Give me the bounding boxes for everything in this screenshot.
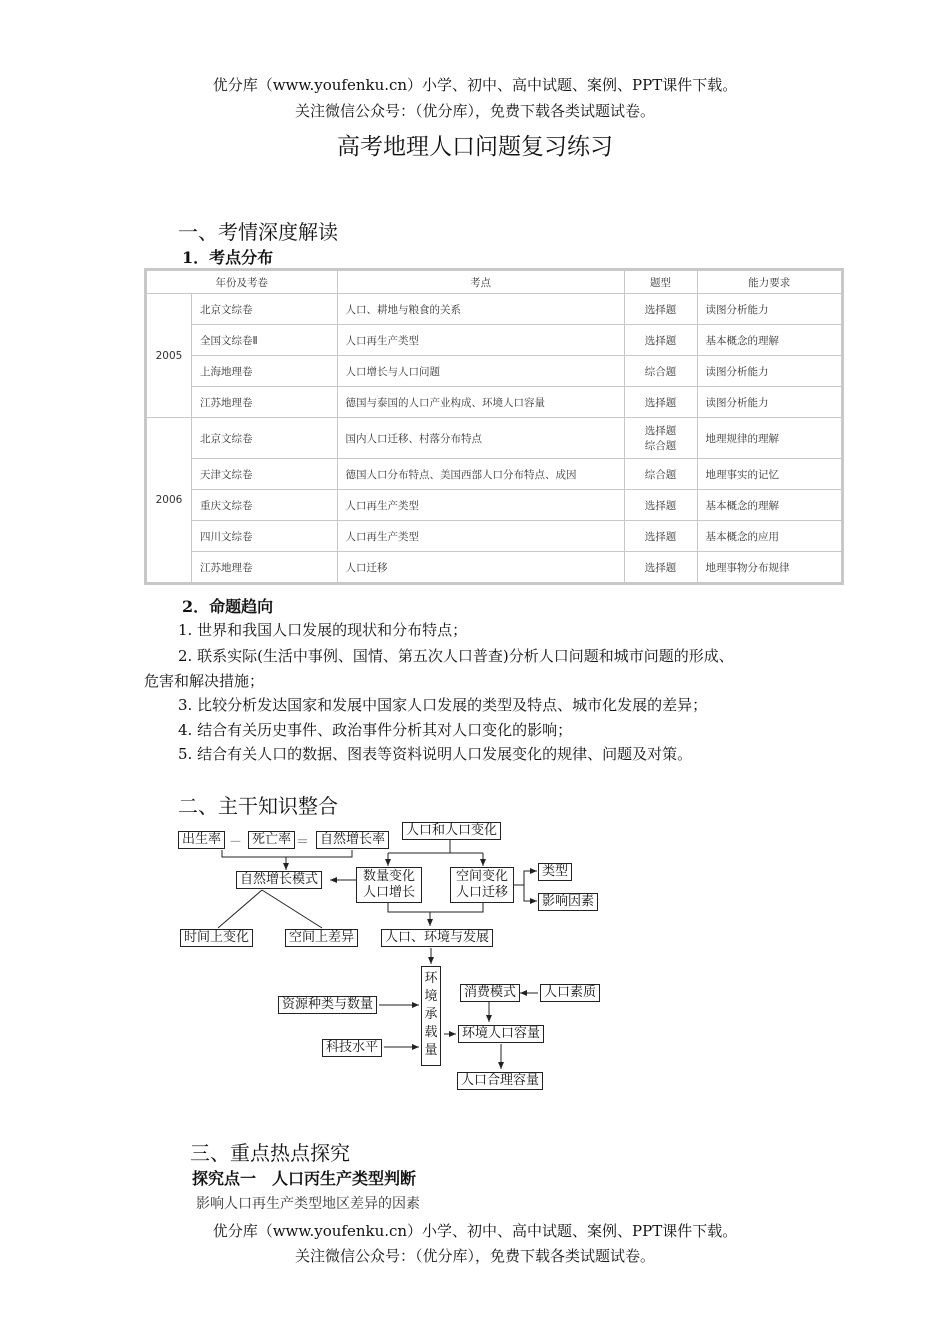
trend-item-4: 4. 结合有关历史事件、政治事件分析其对人口变化的影响；: [178, 721, 573, 739]
type-cell: 选择题: [624, 521, 697, 552]
ability-cell: 基本概念的理解: [697, 325, 843, 356]
type-cell: 选择题: [624, 294, 697, 325]
paper-cell: 上海地理卷: [192, 356, 338, 387]
section-3-heading: 三、重点热点探究: [190, 1141, 350, 1165]
box-birth-rate: 出生率: [178, 831, 225, 849]
type-line-1: 选择题: [644, 425, 677, 437]
paper-cell: 全国文综卷Ⅱ: [192, 325, 338, 356]
box-space-change: [450, 867, 514, 903]
box-reasonable-capacity: 人口合理容量: [457, 1072, 543, 1090]
trend-item-2: 2. 联系实际(生活中事例、国情、第五次人口普查)分析人口问题和城市问题的形成、: [178, 647, 734, 665]
ability-cell: 基本概念的应用: [697, 521, 843, 552]
type-cell: 选择题: [624, 552, 697, 584]
paper-cell: 重庆文综卷: [192, 490, 338, 521]
ability-cell: 读图分析能力: [697, 294, 843, 325]
paper-cell: 江苏地理卷: [192, 387, 338, 418]
footer-line-2: 关注微信公众号：（优分库），免费下载各类试题试卷。: [294, 1247, 655, 1265]
section-2-heading: 二、主干知识整合: [178, 794, 338, 818]
box-types: 类型: [538, 863, 572, 881]
header-ability: 能力要求: [697, 270, 843, 294]
arrow-to-factors: [524, 885, 537, 901]
box-resources: 资源种类与数量: [278, 996, 377, 1014]
box-env-pop-capacity: 环境人口容量: [458, 1025, 544, 1043]
point-cell: 人口再生产类型: [337, 521, 624, 552]
type-cell: 选择题: [624, 325, 697, 356]
point-cell: 人口再生产类型: [337, 490, 624, 521]
section-1-sub-2: 2．命题趋向: [182, 597, 274, 616]
section-1-sub-1: 1．考点分布: [182, 248, 274, 267]
type-line-2: 综合题: [644, 440, 677, 452]
section-1-heading: 一、考情深度解读: [178, 220, 338, 244]
arrow-to-types: [512, 871, 537, 885]
header-point: 考点: [337, 270, 624, 294]
header-type: 题型: [624, 270, 697, 294]
box-consumption: 消费模式: [460, 984, 520, 1002]
migration-label: 人口迁移: [455, 885, 508, 900]
population-growth-label: 人口增长: [362, 885, 415, 900]
line-mode-to-time: [218, 890, 262, 928]
box-factors: 影响因素: [538, 893, 598, 911]
ability-cell: 地理事实的记忆: [697, 459, 843, 490]
equation-bracket: [222, 850, 352, 857]
explore-point-1-text: 影响人口再生产类型地区差异的因素: [196, 1196, 420, 1212]
type-cell: 选择题: [624, 490, 697, 521]
year-cell: 2006: [146, 418, 192, 584]
box-natural-growth-mode: 自然增长模式: [236, 871, 322, 889]
paper-cell: 北京文综卷: [192, 418, 338, 459]
paper-cell: 江苏地理卷: [192, 552, 338, 584]
explore-point-1: 探究点一 人口丙生产类型判断: [192, 1169, 417, 1188]
header-year-paper: 年份及考卷: [146, 270, 338, 294]
point-cell: 德国人口分布特点、美国西部人口分布特点、成因: [337, 459, 624, 490]
trend-item-3: 3. 比较分析发达国家和发展中国家人口发展的类型及特点、城市化发展的差异；: [178, 696, 708, 714]
point-cell: 人口、耕地与粮食的关系: [337, 294, 624, 325]
type-cell: 选择题: [624, 387, 697, 418]
ability-cell: 地理规律的理解: [697, 418, 843, 459]
point-cell: 国内人口迁移、村落分布特点: [337, 418, 624, 459]
box-space-diff: 空间上差异: [285, 929, 358, 947]
point-cell: 德国与泰国的人口产业构成、环境人口容量: [337, 387, 624, 418]
paper-cell: 天津文综卷: [192, 459, 338, 490]
box-quantity-change: [356, 867, 422, 903]
quantity-change-label: 数量变化: [362, 869, 415, 884]
box-pop-env-dev: 人口、环境与发展: [381, 929, 493, 947]
op-equals: ＝: [296, 835, 310, 850]
ability-cell: 地理事物分布规律: [697, 552, 843, 584]
box-population-change: 人口和人口变化: [402, 822, 501, 840]
space-change-label: 空间变化: [455, 869, 508, 884]
year-cell: 2005: [146, 294, 192, 418]
point-cell: 人口增长与人口问题: [337, 356, 624, 387]
page-title: 高考地理人口问题复习练习: [337, 134, 613, 160]
box-time-change: 时间上变化: [180, 929, 253, 947]
box-natural-growth-rate: 自然增长率: [316, 831, 389, 849]
op-minus: －: [229, 835, 243, 850]
line-mode-to-space: [262, 890, 322, 928]
box-death-rate: 死亡率: [248, 831, 295, 849]
header-line-2: 关注微信公众号：（优分库），免费下载各类试题试卷。: [294, 102, 655, 120]
type-cell: 综合题: [624, 459, 697, 490]
trend-item-5: 5. 结合有关人口的数据、图表等资料说明人口发展变化的规律、问题及对策。: [178, 745, 693, 763]
footer-line-1: 优分库（www.youfenku.cn）小学、初中、高中试题、案例、PPT课件下载。: [212, 1222, 738, 1240]
type-cell: 综合题: [624, 356, 697, 387]
ability-cell: 读图分析能力: [697, 387, 843, 418]
box-quality: 人口素质: [540, 984, 600, 1002]
header-line-1: 优分库（www.youfenku.cn）小学、初中、高中试题、案例、PPT课件下载。: [212, 76, 738, 94]
box-env-capacity: 环境承载量: [421, 966, 441, 1066]
ability-cell: 读图分析能力: [697, 356, 843, 387]
ability-cell: 基本概念的理解: [697, 490, 843, 521]
point-cell: 人口迁移: [337, 552, 624, 584]
paper-cell: 北京文综卷: [192, 294, 338, 325]
point-cell: 人口再生产类型: [337, 325, 624, 356]
box-tech: 科技水平: [322, 1039, 382, 1057]
trend-item-2-cont: 危害和解决措施；: [144, 672, 265, 690]
trend-item-1: 1. 世界和我国人口发展的现状和分布特点；: [178, 621, 468, 639]
paper-cell: 四川文综卷: [192, 521, 338, 552]
